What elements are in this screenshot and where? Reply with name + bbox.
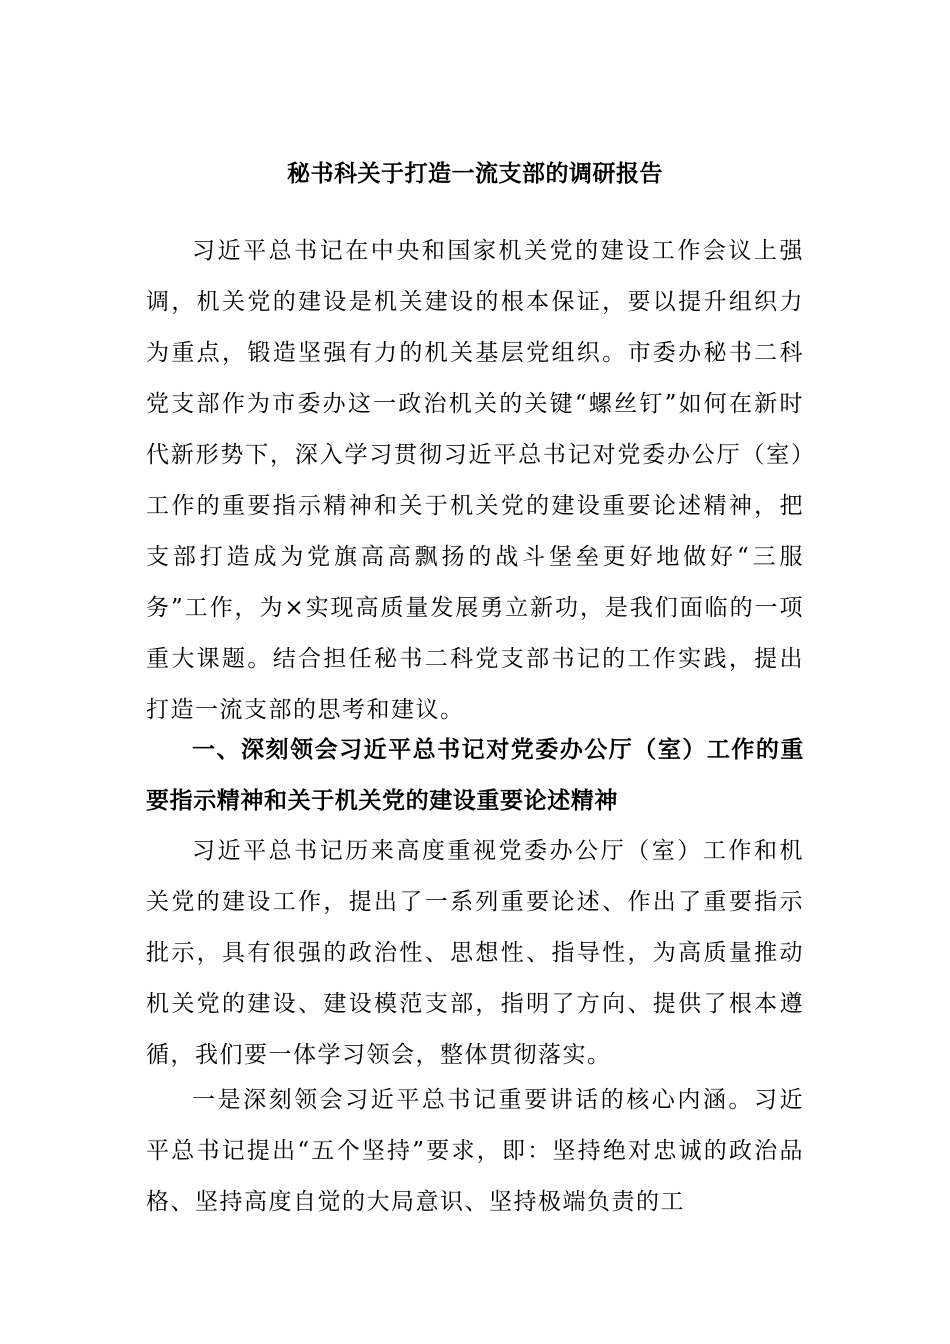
section-heading-1: 一、深刻领会习近平总书记对党委办公厅（室）工作的重要指示精神和关于机关党的建设重要论述精神 xyxy=(146,737,804,814)
paragraph-intro: 习近平总书记在中央和国家机关党的建设工作会议上强调，机关党的建设是机关建设的根本保证，要以提升组织力为重点，锻造坚强有力的机关基层党组织。市委办秘书二科党支部作为市委办这一政治机关的关键“螺丝钉”如何在新时代新形势下，深入学习贯彻习近平总书记对党委办公厅（室）工作的重要指示精神和关于机关党的建设重要论述精神，把支部打造成为党旗高高飘扬的战斗堡垒更好地做好“三服务”工作，为×实现高质量发展勇立新功，是我们面临的一项重大课题。结合担任秘书二科党支部书记的工作实践，提出打造一流支部的思考和建议。 xyxy=(146,238,804,723)
document-title: 秘书科关于打造一流支部的调研报告 xyxy=(287,160,663,187)
paragraph-section-1: 习近平总书记历来高度重视党委办公厅（室）工作和机关党的建设工作，提出了一系列重要论述、作出了重要指示批示，具有很强的政治性、思想性、指导性，为高质量推动机关党的建设、建设模范支部，指明了方向、提供了根本遵循，我们要一体学习领会，整体贯彻落实。 xyxy=(146,838,804,1068)
paragraph-point-1: 一是深刻领会习近平总书记重要讲话的核心内涵。习近平总书记提出“五个坚持”要求，即：坚持绝对忠诚的政治品格、坚持高度自觉的大局意识、坚持极端负责的工 xyxy=(146,1087,804,1215)
